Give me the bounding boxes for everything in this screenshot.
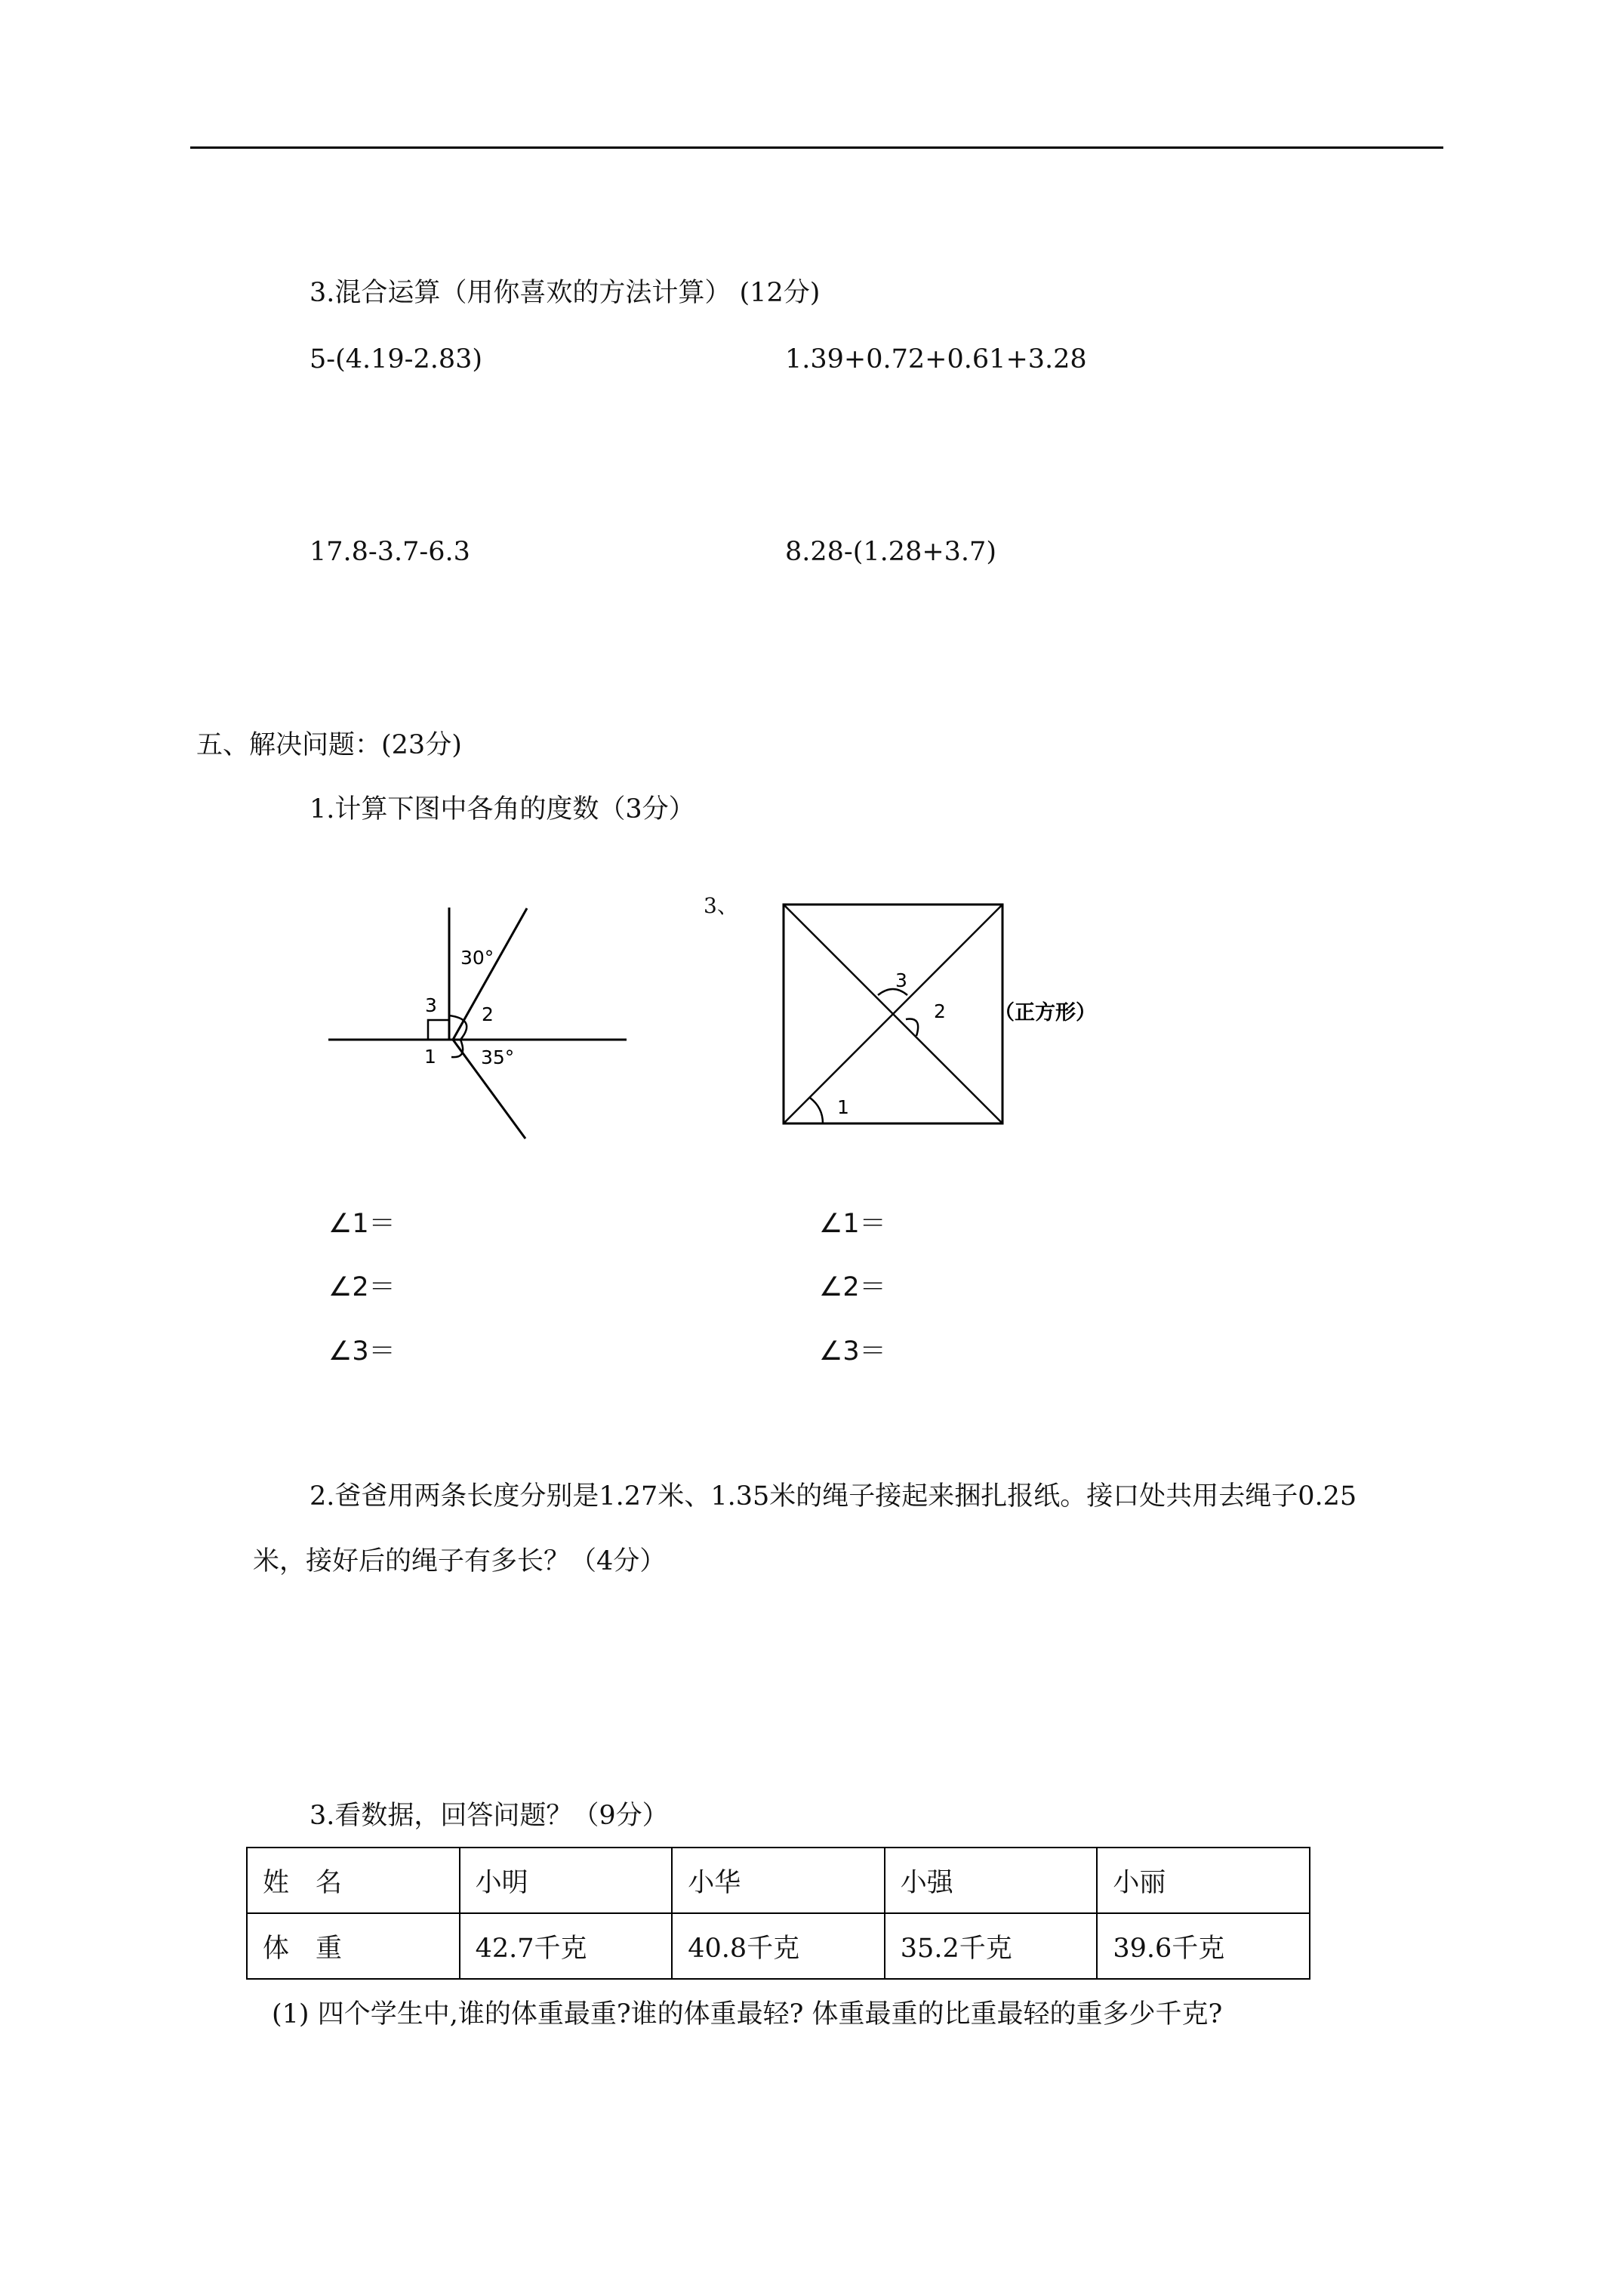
table-cell: 40.8千克	[672, 1913, 885, 1979]
answer-right-angle-3: ∠3＝	[819, 1336, 886, 1367]
table-cell: 小明	[460, 1848, 673, 1913]
angle-2-label: 2	[482, 1003, 494, 1025]
expr-4: 8.28-(1.28+3.7)	[785, 537, 996, 567]
expr-2: 1.39+0.72+0.61+3.28	[785, 344, 1087, 374]
figure-2-prefix: 3、	[704, 893, 738, 918]
label-30-degrees: 30°	[460, 947, 494, 969]
table-row-names	[247, 1848, 1310, 1913]
answer-right-angle-2: ∠2＝	[819, 1272, 886, 1302]
table-cell: 小强	[885, 1848, 1098, 1913]
table-cell: 姓 名	[247, 1848, 460, 1913]
answer-right-angle-1: ∠1＝	[819, 1209, 886, 1239]
expr-1: 5-(4.19-2.83)	[310, 344, 483, 374]
answer-left-angle-3: ∠3＝	[328, 1336, 396, 1367]
section-5-heading: 五、解决问题：(23分)	[196, 730, 462, 760]
q2-text-line-1: 2.爸爸用两条长度分别是1.27米、1.35米的绳子接起来捆扎报纸。接口处共用去绳子0.25	[310, 1481, 1357, 1512]
q3-title: 3.看数据，回答问题？（9分）	[310, 1801, 669, 1831]
table-cell: 体 重	[247, 1913, 460, 1979]
table-cell: 39.6千克	[1097, 1913, 1310, 1979]
square-angle-1-label: 1	[837, 1096, 849, 1118]
angle-figure-2-square	[778, 898, 1155, 1140]
table-cell: 42.7千克	[460, 1913, 673, 1979]
weight-table	[246, 1847, 1310, 1980]
angle-figure-1	[317, 898, 642, 1148]
table-row-weights	[247, 1913, 1310, 1979]
q2-text-line-2: 米，接好后的绳子有多长？（4分）	[253, 1546, 667, 1576]
square-caption: （正方形）	[994, 1001, 1096, 1025]
expr-3: 17.8-3.7-6.3	[310, 537, 470, 567]
angle-1-label: 1	[424, 1046, 436, 1068]
table-cell: 小华	[672, 1848, 885, 1913]
q1-title: 1.计算下图中各角的度数（3分）	[310, 794, 695, 824]
q3-subquestion-1: (1) 四个学生中,谁的体重最重?谁的体重最轻? 体重最重的比重最轻的重多少千克?	[272, 1999, 1223, 2029]
q3-mixed-ops-title: 3.混合运算（用你喜欢的方法计算） (12分)	[310, 278, 821, 308]
header-rule	[190, 146, 1443, 149]
angle-3-label: 3	[425, 994, 437, 1016]
answer-left-angle-1: ∠1＝	[328, 1209, 396, 1239]
table-cell: 35.2千克	[885, 1913, 1098, 1979]
square-angle-3-label: 3	[895, 969, 907, 991]
label-35-degrees: 35°	[481, 1046, 515, 1068]
table-cell: 小丽	[1097, 1848, 1310, 1913]
square-angle-2-label: 2	[934, 1000, 946, 1022]
answer-left-angle-2: ∠2＝	[328, 1272, 396, 1302]
